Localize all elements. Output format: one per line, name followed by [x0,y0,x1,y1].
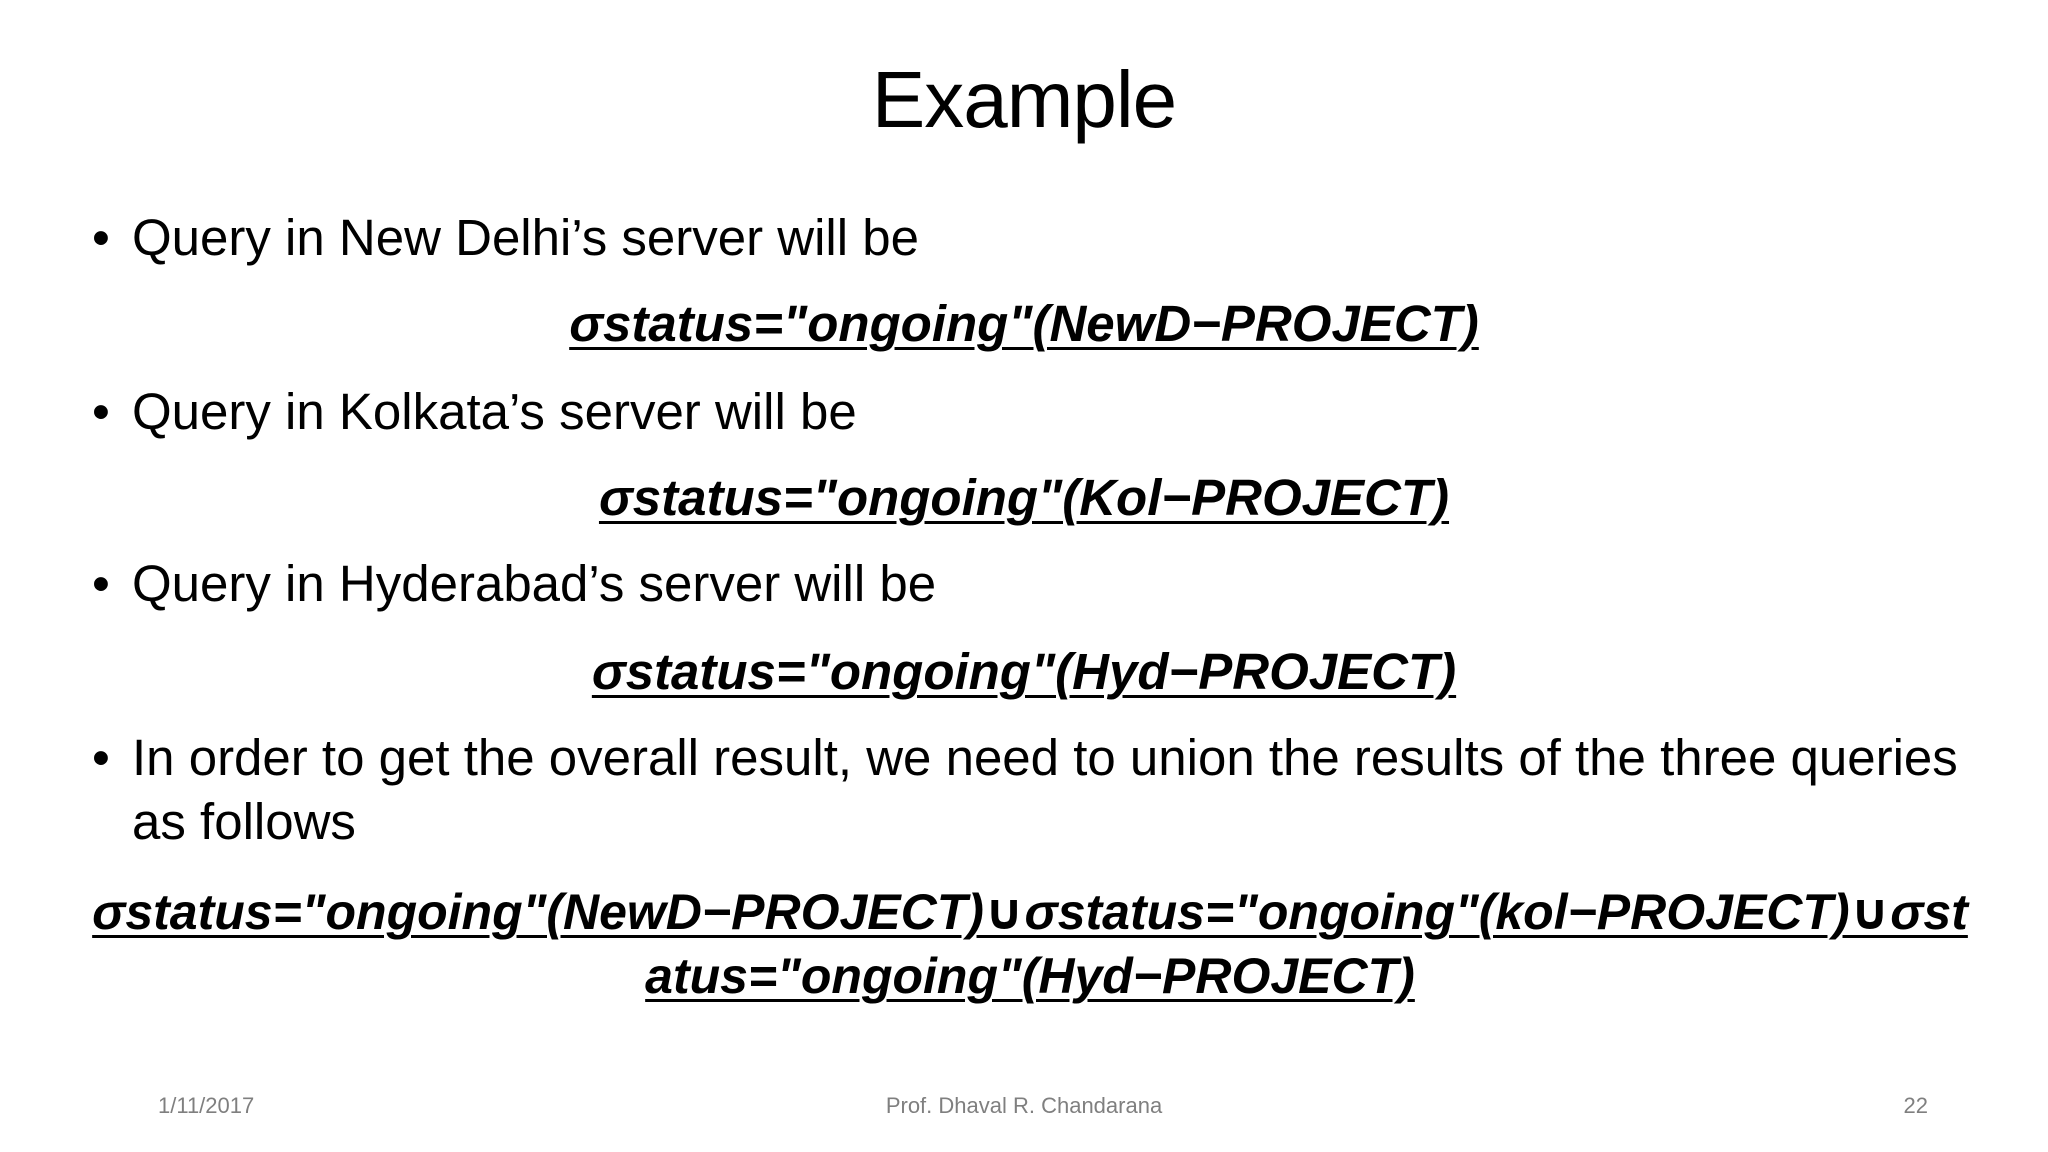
footer-date: 1/11/2017 [158,1093,255,1118]
bullet-marker: • [92,555,110,612]
formula-new-delhi [0,292,2048,356]
bullet-marker: • [92,383,110,440]
formula-text: σstatus="ongoing"(NewD−PROJECT) [569,295,1479,352]
bullet-item [92,726,1992,854]
formula-text: σstatus="ongoing"(Hyd−PROJECT) [591,643,1457,700]
slide-title: Example [871,55,1177,144]
bullet-marker: • [92,729,110,786]
bullet-text: In order to get the overall result, we need to union the results of the three queries as follows [132,729,1958,850]
bullet-item [92,552,1992,616]
footer-author: Prof. Dhaval R. Chandarana [885,1093,1163,1118]
bullet-item [92,206,1992,270]
bullet-text: Query in Kolkata’s server will be [132,383,857,440]
bullet-marker: • [92,209,110,266]
formula-hyderabad [0,640,2048,704]
bullet-text: Query in New Delhi’s server will be [132,209,919,266]
formula-union [90,880,1970,1008]
formula-kolkata [0,466,2048,530]
formula-text: σstatus="ongoing"(Kol−PROJECT) [598,469,1450,526]
bullet-item [92,380,1992,444]
bullet-text: Query in Hyderabad’s server will be [132,555,937,612]
formula-text: σstatus="ongoing"(NewD−PROJECT)∪σstatus="ongoing"(kol−PROJECT)∪σstatus="ongoing"(Hyd−PROJECT) [92,884,1968,1004]
footer-page-number: 22 [1903,1093,1928,1118]
